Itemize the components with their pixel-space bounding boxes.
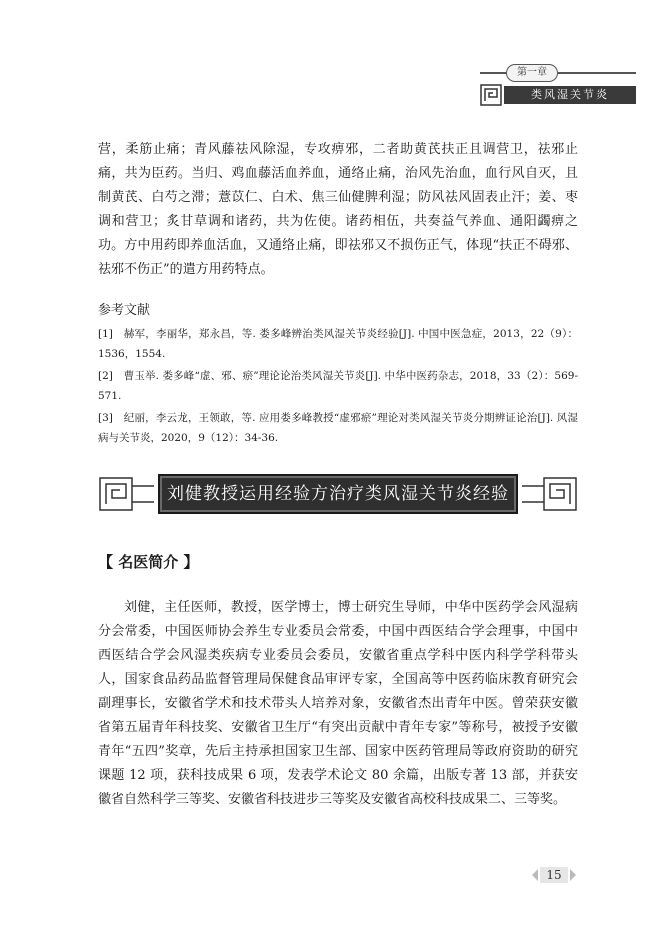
header-rule-left <box>480 72 506 74</box>
section-banner <box>98 474 578 514</box>
chapter-label: 第一章 <box>506 64 558 82</box>
fret-ornament-icon <box>480 84 502 106</box>
reference-item: [3] 纪丽，李云龙，王领敢，等. 应用娄多峰教授“虚邪瘀”理论对类风湿关节炎分期辨证论治[J]. 风湿病与关节炎，2020，9（12）：34-36. <box>98 412 578 444</box>
fret-ornament-right-icon <box>522 474 578 514</box>
fret-ornament-left-icon <box>98 474 154 514</box>
running-header <box>480 62 636 110</box>
section-title-box <box>158 474 518 514</box>
subheading: 【 名医简介 】 <box>98 553 199 571</box>
section-title: 刘健教授运用经验方治疗类风湿关节炎经验 <box>167 484 509 504</box>
reference-item: [2] 曹玉举. 娄多峰“虚、邪、瘀”理论论治类风湿关节炎[J]. 中华中医药杂志，2018，33（2）：569-571. <box>98 370 578 402</box>
header-rule-right <box>558 72 636 74</box>
references-title: 参考文献 <box>98 303 151 318</box>
body-paragraph-2: 刘健，主任医师，教授，医学博士，博士研究生导师，中华中医药学会风湿病分会常委，中国医师协会养生专业委员会常委，中国中西医结合学会理事，中国中西医结合学会风湿类疾病专业委员会委员，安徽省重点学科中医内科学学科带头人，国家食品药品监督管理局保健食品审评专家，全国高等中医药临床教育研究会副理事长，安徽省学术和技术带头人培养对象，安徽省杰出青年中医。曾荣获安徽省第五届青年科技奖、安徽省卫生厅“有突出贡献中青年专家”等称号，被授予安徽青年“五四”奖章，先后主持承担国家卫生部、国家中医药管理局等政府资助的研究课题 12 项，获科技成果 6 项，发表学术论文 80 余篇，出版专著 13 部，并获安徽省自然科学三等奖、安徽省科技进步三等奖及安徽省高校科技成果二、三等奖。 <box>98 600 578 807</box>
header-bar <box>480 84 636 106</box>
reference-item: [1] 赫军，李丽华，郑永昌，等. 娄多峰辨治类风湿关节炎经验[J]. 中国中医急症，2013，22（9）：1536，1554. <box>98 328 578 360</box>
page-number: 15 <box>546 868 562 882</box>
section-label: 类风湿关节炎 <box>504 86 636 104</box>
page-number-block <box>530 864 578 886</box>
body-paragraph-1: 营，柔筋止痛；青风藤祛风除湿，专攻痹邪，二者助黄芪扶正且调营卫，祛邪止痛，共为臣药。当归、鸡血藤活血养血，通络止痛，治风先治血，血行风自灭，且制黄芪、白芍之滞；薏苡仁、白术、焦三仙健脾利湿；防风祛风固表止汗；姜、枣调和营卫；炙甘草调和诸药，共为佐使。诸药相伍，共奏益气养血、通阳蠲痹之功。方中用药即养血活血，又通络止痛，即祛邪又不损伤正气，体现“扶正不碍邪、祛邪不伤正”的遣方用药特点。 <box>98 142 578 277</box>
references <box>98 300 578 448</box>
